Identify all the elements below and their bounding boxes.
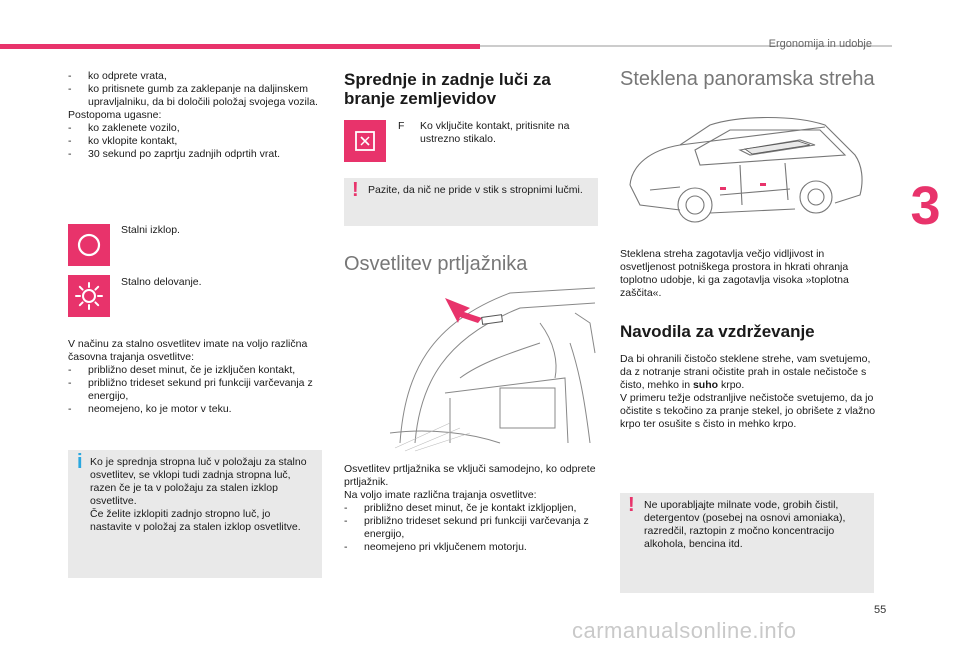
list-item: - približno trideset sekund pri funkciji varčevanja z energijo, bbox=[68, 377, 313, 402]
trunk-illustration bbox=[390, 283, 600, 453]
watermark: carmanualsonline.info bbox=[572, 618, 797, 643]
paragraph: Da bi ohranili čistočo steklene strehe, vam svetujemo, da z notranje strani očistite prah in ostale nečistoče s čisto, mehko in suho krpo. bbox=[620, 353, 871, 391]
header-accent-bar bbox=[0, 44, 480, 49]
panoramic-roof-heading: Steklena panoramska streha bbox=[620, 68, 875, 90]
light-on-icon bbox=[68, 275, 110, 317]
roof-description: Steklena streha zagotavlja večjo vidljivost in osvetljenost potniškega prostora in hkrati ohranja toplotno udobje, ki ga zagotavlja visoka »toplotna zaščita«. bbox=[620, 248, 849, 299]
list-item: - ko zaklenete vozilo, bbox=[68, 122, 180, 134]
paragraph: Na voljo imate različna trajanja osvetlitve: bbox=[344, 489, 537, 501]
map-light-instruction: F Ko vključite kontakt, pritisnite na ustrezno stikalo. bbox=[398, 120, 570, 145]
warning-icon: ! bbox=[628, 494, 635, 516]
map-lights-heading: Sprednje in zadnje luči za branje zemljevidov bbox=[344, 70, 551, 108]
trunk-heading: Osvetlitev prtljažnika bbox=[344, 253, 528, 275]
paragraph: Postopoma ugasne: bbox=[68, 109, 162, 121]
page-number: 55 bbox=[874, 604, 887, 616]
stalni-izklop-label: Stalni izklop. bbox=[121, 224, 180, 236]
warning-text: Ne uporabljajte milnate vode, grobih čistil, detergentov (posebej na osnovi amoniaka), razredčil, raztopin z močno koncentracijo alkohola, bencina itd. bbox=[644, 499, 846, 550]
warning-icon: ! bbox=[352, 179, 359, 201]
paragraph: Osvetlitev prtljažnika se vključi samodejno, ko odprete prtljažnik. bbox=[344, 463, 596, 488]
list-item: - ko pritisnete gumb za zaklepanje na daljinskem upravljalniku, da bi določili položaj svojega vozila. bbox=[68, 83, 318, 108]
stalno-delovanje-label: Stalno delovanje. bbox=[121, 276, 202, 288]
list-item: - približno trideset sekund pri funkciji varčevanja z energijo, bbox=[344, 515, 589, 540]
list-item: - neomejeno pri vključenem motorju. bbox=[344, 541, 527, 553]
warning-text: Pazite, da nič ne pride v stik s stropnimi lučmi. bbox=[368, 184, 583, 196]
paragraph: V primeru težje odstranljive nečistoče svetujemo, da jo očistite s tekočino za pranje stekel, jo obrišete z vlažno krpo ter osušite s čisto in mehko krpo. bbox=[620, 392, 876, 430]
list-item: - ko vklopite kontakt, bbox=[68, 135, 178, 147]
info-note-text: Ko je sprednja stropna luč v položaju za stalno osvetlitev, se vklopi tudi zadnja stropna luč, razen če je ta v položaju za stalen izklop osvetlitve. Če želite izklopiti zadnjo stropno luč, jo nastavite v položaj za stalen izklop osvetlitve. bbox=[90, 456, 307, 533]
maintenance-text bbox=[620, 353, 876, 431]
maintenance-warning-box bbox=[620, 493, 874, 593]
left-steps bbox=[68, 70, 318, 161]
paragraph: V načinu za stalno osvetlitev imate na voljo različna časovna trajanja osvetlitve: bbox=[68, 338, 308, 363]
chapter-number: 3 bbox=[910, 176, 941, 236]
list-item: - približno deset minut, če je izključen kontakt, bbox=[68, 364, 296, 376]
map-light-icon bbox=[344, 120, 386, 162]
info-icon: i bbox=[77, 451, 83, 473]
car-roof-illustration bbox=[620, 105, 870, 230]
arrow-bullet-icon: F bbox=[398, 120, 405, 132]
light-off-icon bbox=[68, 224, 110, 266]
section-title: Ergonomija in udobje bbox=[768, 38, 872, 50]
trunk-text bbox=[344, 463, 598, 554]
map-light-warning-box bbox=[344, 178, 598, 226]
list-item: - 30 sekund po zaprtju zadnjih odprtih vrat. bbox=[68, 148, 281, 160]
list-item: - neomejeno, ko je motor v teku. bbox=[68, 403, 232, 415]
list-item: - ko odprete vrata, bbox=[68, 70, 167, 82]
list-item: - približno deset minut, če je kontakt izkljopljen, bbox=[344, 502, 577, 514]
maintenance-heading: Navodila za vzdrževanje bbox=[620, 322, 815, 341]
info-note-box bbox=[68, 450, 322, 578]
left-options bbox=[68, 338, 318, 416]
